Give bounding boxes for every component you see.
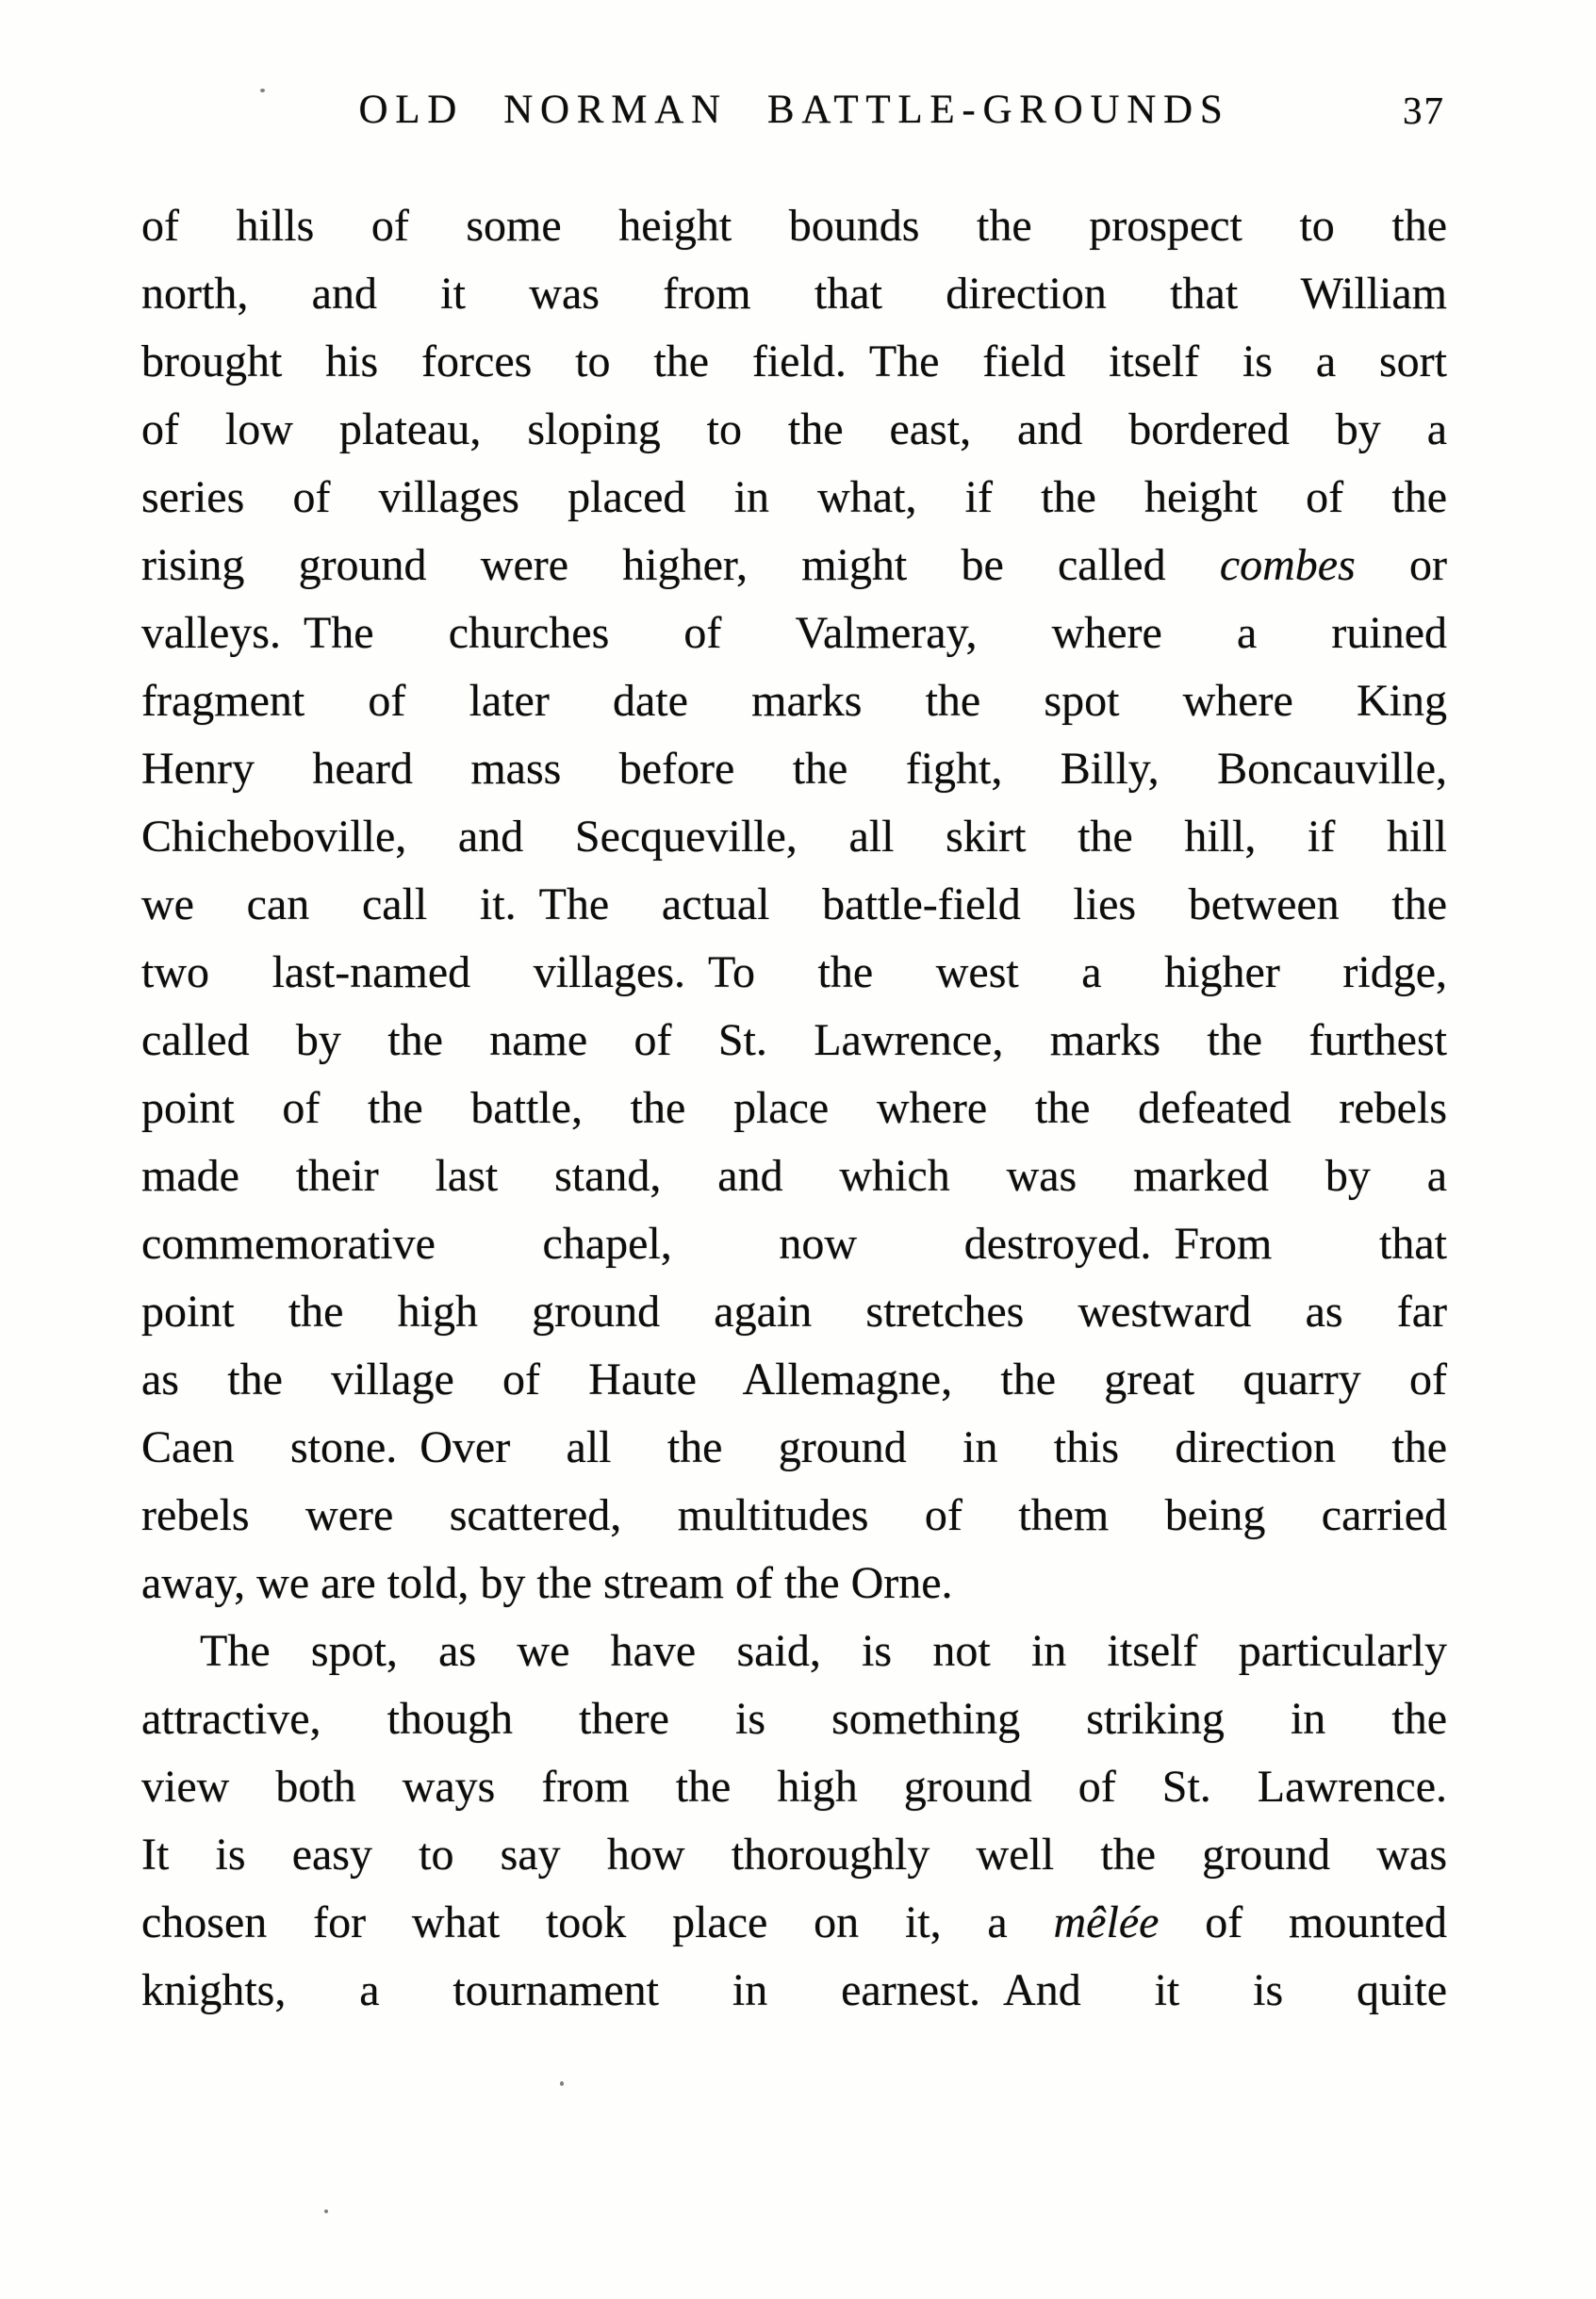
text-segment: view both ways from the high ground of St. Lawrence. (141, 1762, 1447, 1812)
text-line (141, 1278, 1447, 1346)
scan-speck (260, 89, 265, 92)
text-segment: north, and it was from that direction that William (141, 269, 1447, 319)
text-line (141, 1210, 1447, 1278)
text-line (141, 667, 1447, 735)
text-line (141, 1550, 1447, 1618)
text-line (141, 532, 1447, 599)
text-line (141, 871, 1447, 939)
text-line (141, 1142, 1447, 1210)
text-segment: we can call it. The actual battle-field lies between the (141, 879, 1447, 929)
italic-text: mêlée (1053, 1897, 1160, 1947)
text-segment: knights, a tournament in earnest. And it is quite (141, 1965, 1447, 2015)
scan-speck (560, 2081, 564, 2086)
text-line (141, 260, 1447, 328)
text-line (141, 1957, 1447, 2025)
text-segment: valleys. The churches of Valmeray, where a ruined (141, 608, 1447, 658)
text-segment: rising ground were higher, might be called (141, 540, 1220, 590)
text-line (141, 1753, 1447, 1821)
text-line (141, 192, 1447, 260)
text-segment: made their last stand, and which was marked by a (141, 1151, 1447, 1201)
text-line (141, 464, 1447, 532)
text-line (141, 1821, 1447, 1889)
text-line (141, 1889, 1447, 1957)
text-segment: away, we are told, by the stream of the Orne. (141, 1558, 953, 1608)
text-segment: of mounted (1159, 1897, 1447, 1947)
italic-text: combes (1219, 540, 1356, 590)
text-line (141, 328, 1447, 396)
text-segment: of low plateau, sloping to the east, and bordered by a (141, 404, 1447, 454)
text-segment: called by the name of St. Lawrence, marks the furthest (141, 1015, 1447, 1065)
text-segment: It is easy to say how thoroughly well the ground was (141, 1830, 1447, 1880)
scan-speck (324, 2209, 328, 2213)
text-segment: or (1355, 540, 1447, 590)
text-line (141, 1346, 1447, 1414)
text-segment: Henry heard mass before the fight, Billy, Boncauville, (141, 744, 1447, 794)
text-segment: series of villages placed in what, if the height of the (141, 472, 1447, 522)
text-segment: attractive, though there is something striking in the (141, 1694, 1447, 1744)
page-body-text (141, 192, 1447, 2025)
text-segment: as the village of Haute Allemagne, the great quarry of (141, 1355, 1447, 1404)
page-header (141, 87, 1447, 143)
text-segment: The spot, as we have said, is not in itself particularly (200, 1626, 1447, 1676)
text-segment: brought his forces to the field. The field itself is a sort (141, 337, 1447, 386)
text-line (141, 1618, 1447, 1685)
text-segment: two last-named villages. To the west a higher ridge, (141, 947, 1447, 997)
text-line (141, 735, 1447, 803)
text-line (141, 396, 1447, 464)
text-segment: fragment of later date marks the spot where King (141, 676, 1447, 726)
text-line (141, 803, 1447, 871)
text-line (141, 1075, 1447, 1142)
page-number: 37 (1403, 89, 1445, 132)
text-segment: point the high ground again stretches westward as far (141, 1287, 1447, 1337)
text-segment: Caen stone. Over all the ground in this direction the (141, 1422, 1447, 1472)
text-line (141, 599, 1447, 667)
text-segment: of hills of some height bounds the prospect to the (141, 201, 1447, 251)
text-segment: commemorative chapel, now destroyed. From that (141, 1219, 1447, 1269)
text-line (141, 1414, 1447, 1482)
text-line (141, 939, 1447, 1007)
text-segment: Chicheboville, and Secqueville, all skirt the hill, if hill (141, 812, 1447, 862)
text-segment: rebels were scattered, multitudes of them being carried (141, 1490, 1447, 1540)
text-line (141, 1685, 1447, 1753)
text-segment: point of the battle, the place where the defeated rebels (141, 1083, 1447, 1133)
text-segment: chosen for what took place on it, a (141, 1897, 1054, 1947)
running-title: OLD NORMAN BATTLE-GROUNDS (358, 88, 1230, 132)
text-line (141, 1007, 1447, 1075)
text-line (141, 1482, 1447, 1550)
